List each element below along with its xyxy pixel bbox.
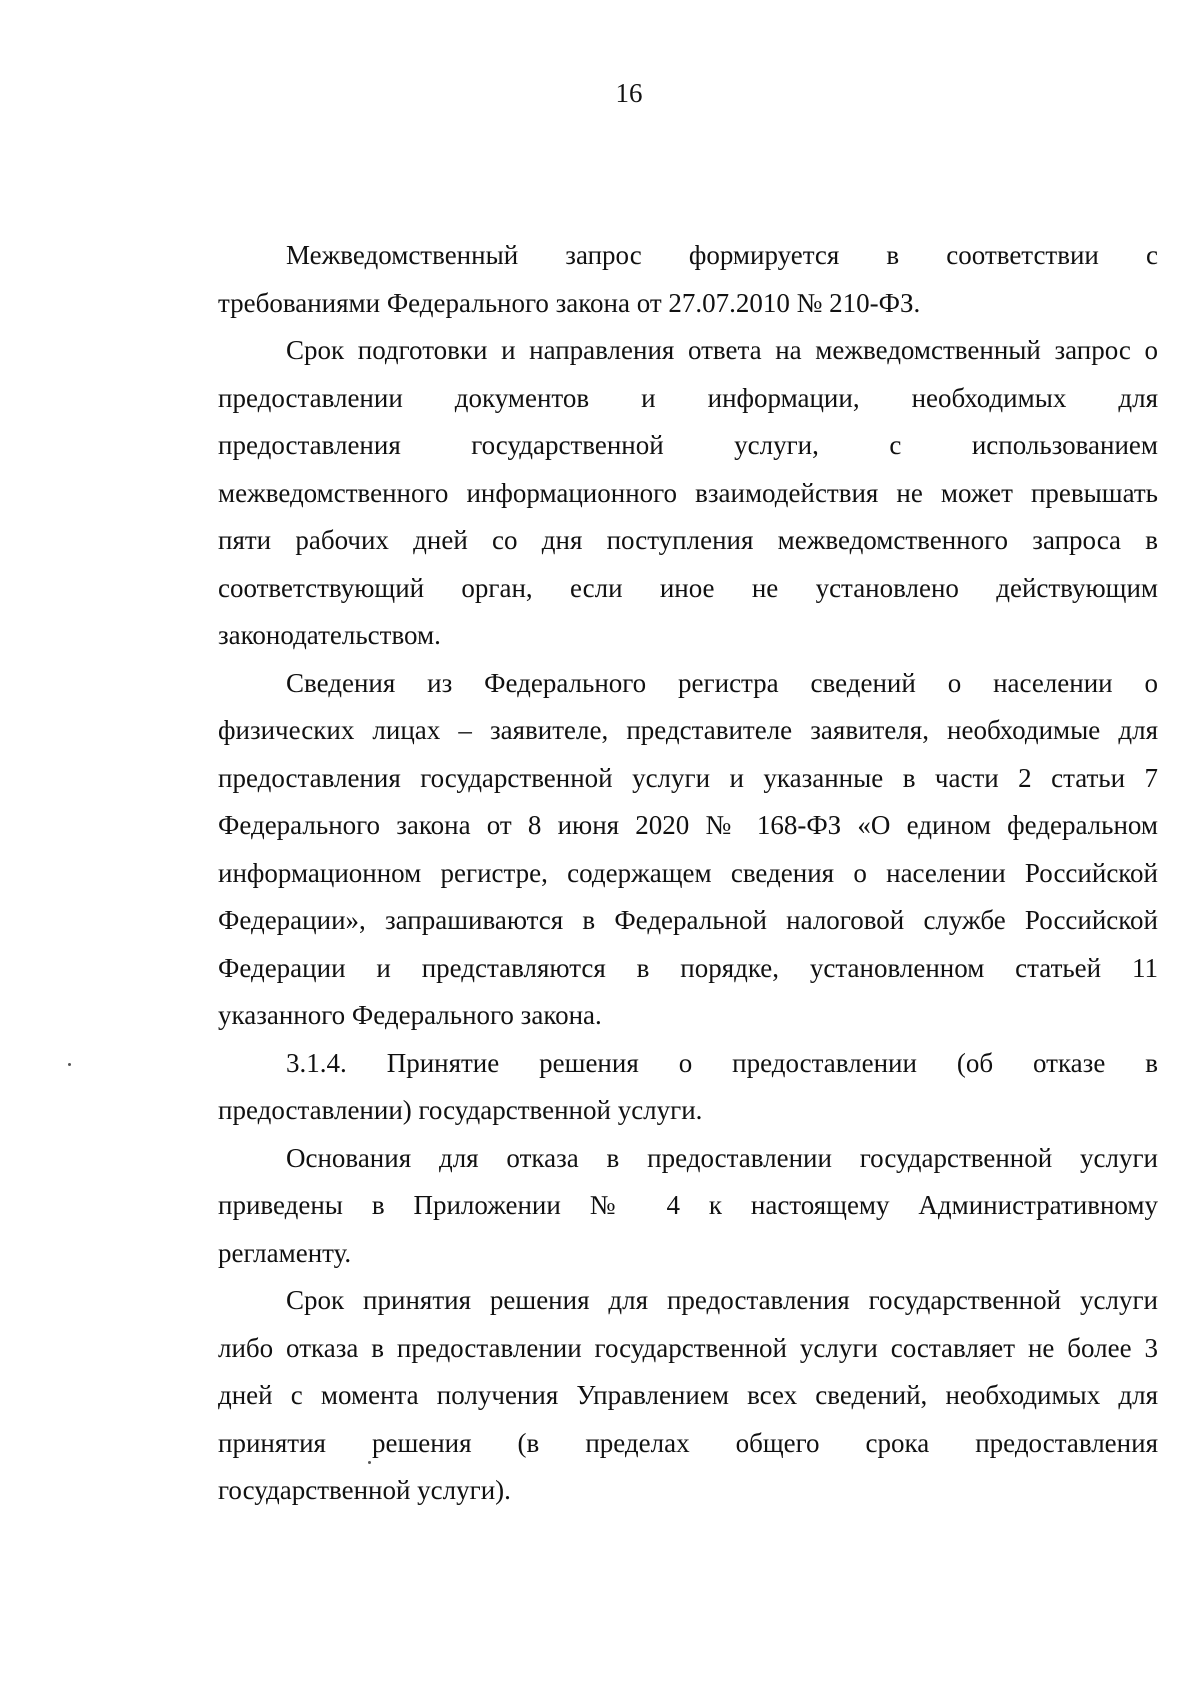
text-line: 3.1.4. Принятие решения о предоставлении (об отказе в [286,1047,1158,1078]
text-line: указанного Федерального закона. [218,1000,602,1030]
text-line: соответствующий орган, если иное не установлено действующим [218,572,1158,603]
text-line: Федерации и представляются в порядке, установленном статьей 11 [218,952,1158,983]
text-line: предоставлении) государственной услуги. [218,1095,703,1125]
scan-speck [68,1063,71,1066]
paragraph [218,1040,1158,1135]
text-line: пяти рабочих дней со дня поступления межведомственного запроса в [218,525,1158,555]
text-line: Федерального закона от 8 июня 2020 № 168-ФЗ «О едином федеральном [218,810,1158,840]
text-line: дней с момента получения Управлением всех сведений, необходимых для [218,1380,1158,1410]
text-line: Федерации», запрашиваются в Федеральной налоговой службе Российской [218,905,1158,935]
text-line: государственной услуги). [218,1475,511,1505]
text-line: Срок принятия решения для предоставления государственной услуги [286,1285,1158,1315]
document-body [218,232,1158,1515]
text-line: либо отказа в предоставлении государственной услуги составляет не более 3 [218,1332,1158,1363]
paragraph [218,1135,1158,1278]
scan-speck [368,1461,371,1464]
text-line: приведены в Приложении № 4 к настоящему Административному [218,1190,1158,1220]
paragraph [218,1277,1158,1515]
text-line: предоставления государственной услуги и указанные в части 2 статьи 7 [218,762,1158,793]
text-line: информационном регистре, содержащем сведения о населении Российской [218,857,1158,888]
page-number: 16 [615,78,643,108]
text-line: межведомственного информационного взаимодействия не может превышать [218,477,1158,508]
text-line: принятия решения (в пределах общего срока предоставления [218,1427,1158,1458]
paragraph [218,327,1158,660]
text-line: Межведомственный запрос формируется в соответствии с [286,240,1158,270]
text-line: Срок подготовки и направления ответа на межведомственный запрос о [286,335,1158,365]
text-line: Сведения из Федерального регистра сведений о населении о [286,667,1158,698]
text-line: требованиями Федерального закона от 27.07.2010 № 210-ФЗ. [218,287,921,318]
text-line: Основания для отказа в предоставлении государственной услуги [286,1142,1158,1173]
paragraph [218,660,1158,1040]
text-line: регламенту. [218,1237,352,1268]
text-line: законодательством. [218,620,441,650]
text-line: физических лицах – заявителе, представителе заявителя, необходимые для [218,715,1158,745]
paragraph [218,232,1158,327]
text-line: предоставления государственной услуги, с использованием [218,430,1158,460]
text-line: предоставлении документов и информации, необходимых для [218,382,1158,413]
